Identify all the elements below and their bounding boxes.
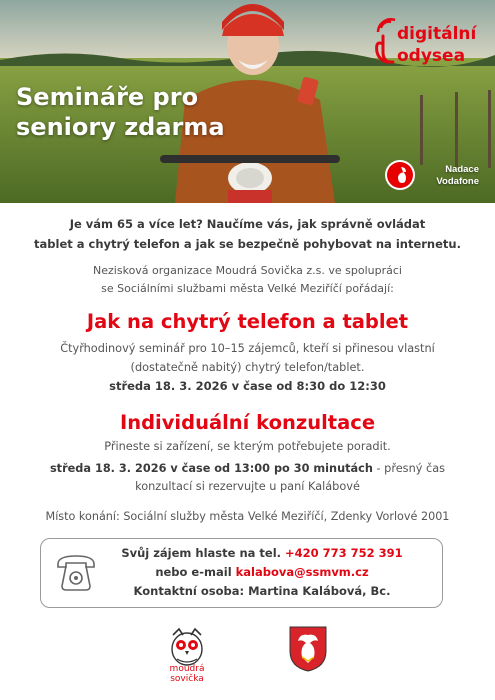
- organizer-text: [0, 262, 495, 298]
- consultation-date-bold: středa 18. 3. 2026 v čase od 13:00 po 30 minutách: [49, 462, 373, 475]
- owl-logo-text: [160, 664, 214, 684]
- contact-line-phone: [92, 544, 432, 563]
- vodafone-speechmark-icon: [385, 160, 415, 190]
- seminar-heading: Jak na chytrý telefon a tablet: [86, 310, 409, 333]
- sponsor-line: Vodafone: [436, 176, 479, 187]
- seminar-description-line: Čtyřhodinový seminář pro 10–15 zájemců, kteří si přinesou vlastní: [60, 342, 435, 355]
- sponsor-line: Nadace: [445, 164, 479, 175]
- seminar-description-line: (dostatečně nabitý) chytrý telefon/tablet.: [130, 361, 365, 374]
- intro-line: Je vám 65 a více let? Naučíme vás, jak správně ovládat: [69, 217, 426, 231]
- sponsor-name: [425, 164, 479, 188]
- hero-title-line: seniory zdarma: [16, 113, 225, 141]
- hero-title: [16, 82, 225, 142]
- contact-phone-link[interactable]: +420 773 752 391: [285, 546, 403, 560]
- consultation-bring-text: Přineste si zařízení, se kterým potřebujete poradit.: [104, 440, 391, 453]
- intro-line: tablet a chytrý telefon a jak se bezpečně pohybovat na internetu.: [34, 237, 461, 251]
- contact-phone-prefix: Svůj zájem hlaste na tel.: [121, 546, 286, 560]
- owl-logo: [165, 625, 209, 669]
- owl-logo-line: moudrá: [169, 664, 205, 674]
- contact-email-prefix: nebo e-mail: [155, 565, 236, 579]
- brand-line-2: odysea: [397, 46, 466, 66]
- seminar-date: středa 18. 3. 2026 v čase od 8:30 do 12:30: [109, 379, 386, 393]
- hand-touch-icon: [369, 16, 399, 64]
- contact-person: Kontaktní osoba: Martina Kalábová, Bc.: [133, 584, 391, 598]
- contact-email-link[interactable]: kalabova@ssmvm.cz: [235, 565, 369, 579]
- consultation-date-line2: konzultací si rezervujte u paní Kalábové: [135, 480, 360, 493]
- seminar-description: [0, 339, 495, 377]
- consultation-date: [0, 460, 495, 496]
- venue-text: Místo konání: Sociální služby města Velké Meziříčí, Zdenky Vorlové 2001: [45, 510, 450, 523]
- consultation-date-line: [0, 460, 495, 478]
- consultation-date-rest: - přesný čas: [372, 462, 446, 475]
- intro-text: [0, 214, 495, 254]
- organizer-line: se Sociálními službami města Velké Meziříčí pořádají:: [101, 282, 394, 295]
- owl-logo-line: sovička: [170, 674, 204, 684]
- contact-line-email: [92, 563, 432, 582]
- contact-info: [92, 544, 432, 601]
- consultation-heading: Individuální konzultace: [119, 411, 376, 434]
- hero-title-line: Semináře pro: [16, 83, 199, 111]
- digitalni-odysea-logo: [369, 14, 489, 74]
- brand-line-1: digitální: [397, 24, 477, 44]
- town-crest-icon: [288, 625, 328, 673]
- hero-banner: [0, 0, 495, 203]
- organizer-line: Nezisková organizace Moudrá Sovička z.s. ve spolupráci: [93, 264, 402, 277]
- vodafone-logo: [385, 160, 415, 190]
